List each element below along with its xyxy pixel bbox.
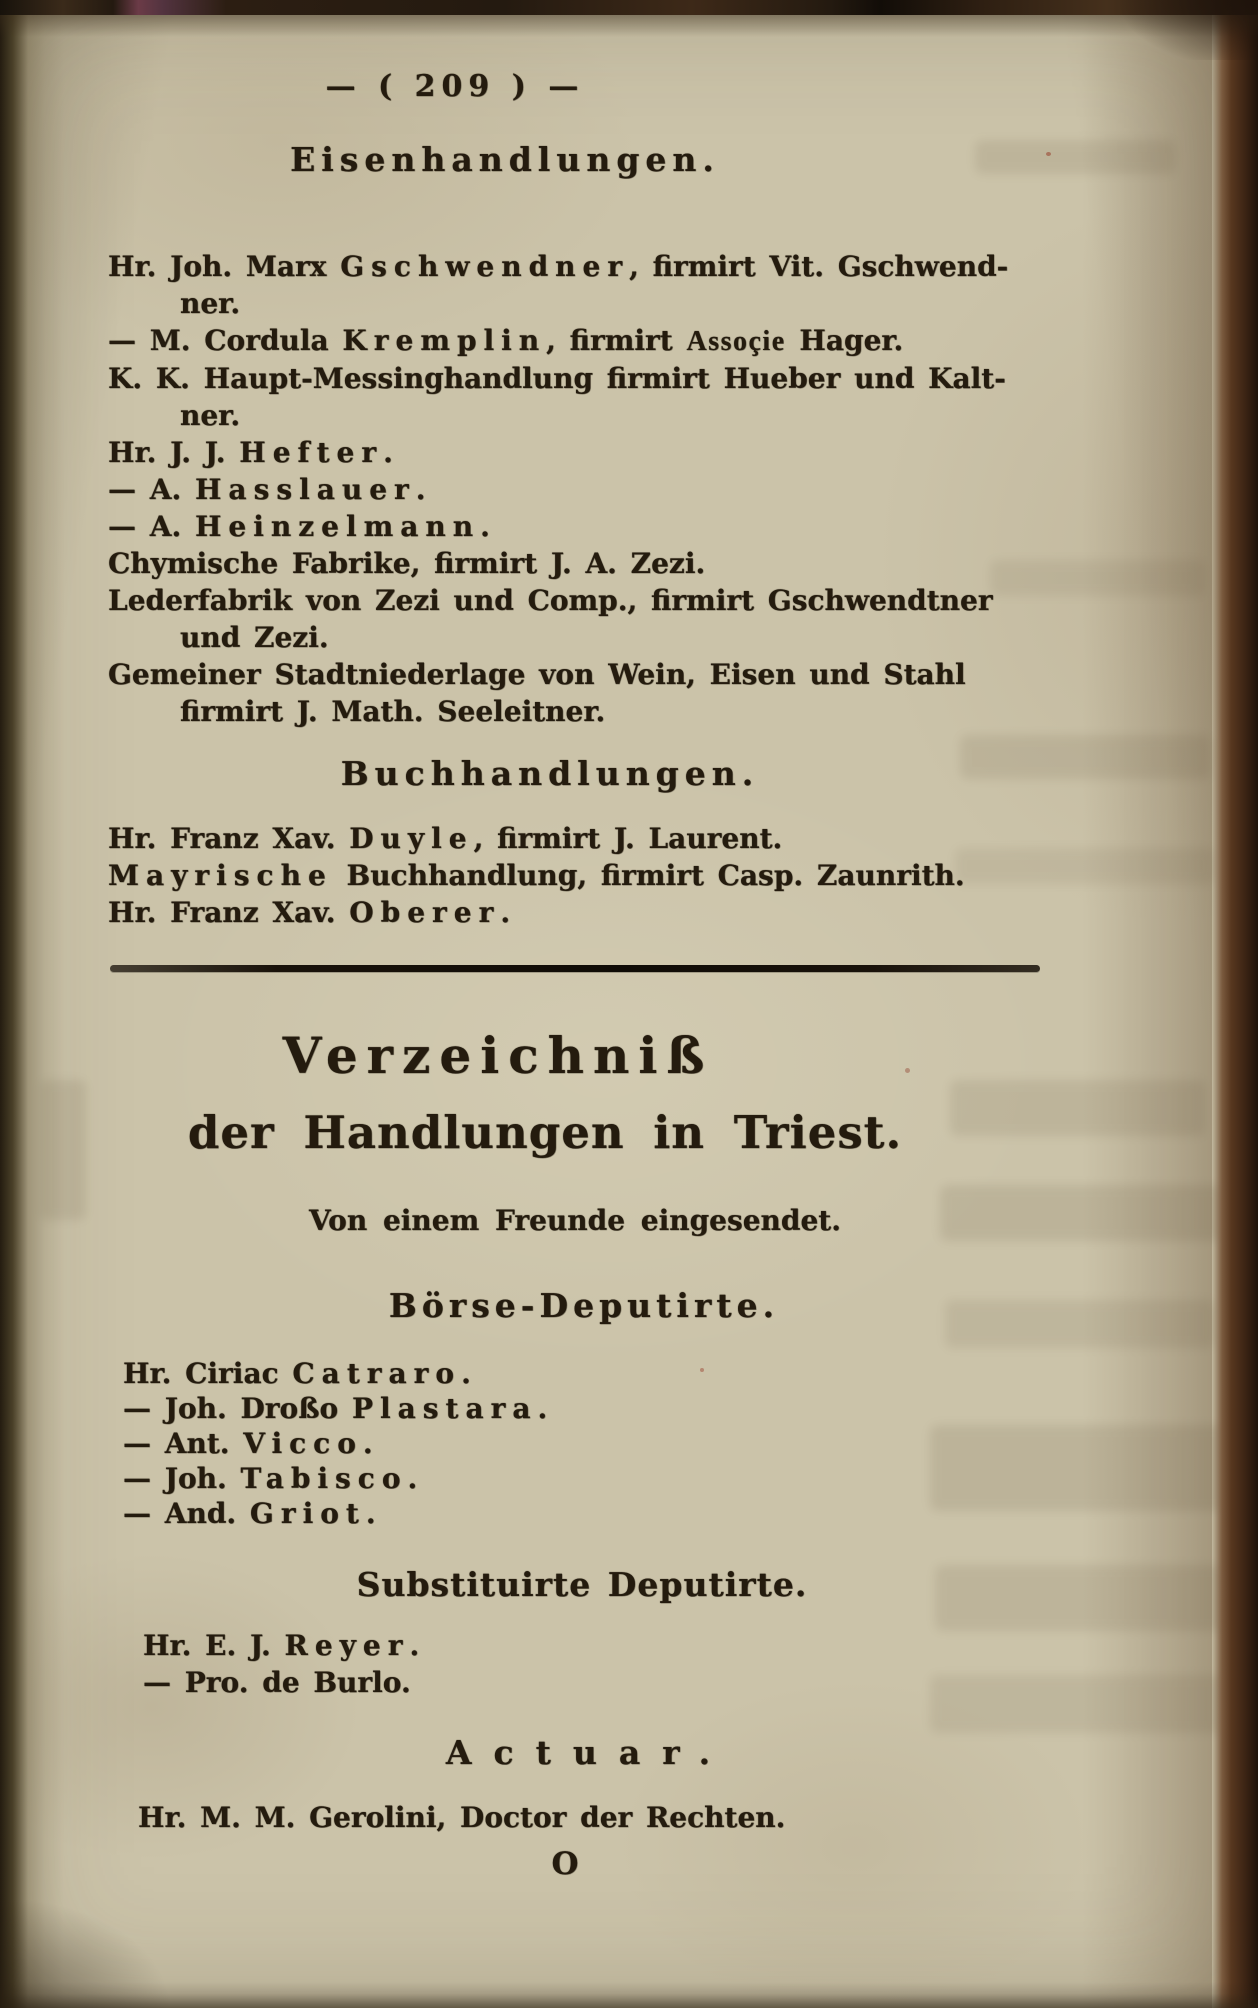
entry-text: Chymische Fabrike, firmirt J. A. Zezi.	[108, 547, 706, 580]
entry-text: — A.	[108, 473, 195, 506]
entry-continuation: ner.	[180, 399, 241, 432]
page-edge-left	[0, 0, 64, 2008]
entry-line	[108, 656, 968, 693]
entry-text: Hr. Franz Xav.	[108, 896, 350, 929]
entry-text: Hr. M. M. Gerolini, Doctor der Rechten.	[138, 1801, 786, 1834]
corner-shadow-top-right	[1108, 0, 1258, 60]
spaced-name: Vicco	[243, 1427, 363, 1460]
entry-text: .	[480, 510, 490, 543]
eisen-heading: Eisenhandlungen.	[290, 140, 720, 179]
spaced-name: Kremplin	[342, 324, 547, 357]
entry-line	[108, 582, 993, 619]
triest-title: Verzeichniß	[282, 1026, 714, 1085]
spaced-name: Catraro	[292, 1357, 462, 1390]
entry-text: Hr. J. J.	[108, 436, 240, 469]
entry-text: K. K. Haupt-Messinghandlung firmirt Hueber und Kalt-	[108, 362, 1006, 395]
spaced-name: Gschwendner	[340, 250, 630, 283]
subst-heading: Substituirte Deputirte.	[356, 1565, 808, 1604]
entry-line	[108, 471, 968, 508]
spaced-name: Plastara	[351, 1392, 538, 1425]
entry-continuation: firmirt J. Math. Seeleitner.	[180, 695, 606, 728]
entry-text: Hr. Franz Xav.	[108, 822, 350, 855]
signature: O	[551, 1846, 579, 1882]
entry-continuation: und Zezi.	[180, 621, 329, 654]
entry-text: — Joh.	[123, 1462, 241, 1495]
entry-text: Hr. E. J.	[143, 1629, 285, 1662]
spaced-name: Oberer	[349, 896, 501, 929]
entry-line	[143, 1627, 968, 1664]
entry-text: .	[383, 436, 393, 469]
entry-line	[108, 322, 968, 360]
entry-line	[123, 1496, 968, 1531]
entry-text: .	[461, 1357, 471, 1390]
entry-text: Buchhandlung, firmirt Casp. Zaunrith.	[332, 859, 965, 892]
entry-text: Gemeiner Stadtniederlage von Wein, Eisen und Stahl	[108, 658, 966, 691]
spaced-name: Mayrische	[108, 859, 333, 892]
show-through-mark	[960, 735, 1210, 779]
paper-speck	[1046, 152, 1051, 156]
boerse-entries	[108, 1356, 968, 1531]
entry-line	[108, 360, 1006, 397]
buch-entries	[108, 820, 968, 931]
entry-text: .	[362, 1427, 373, 1460]
entry-text: — A.	[108, 510, 195, 543]
entry-line	[108, 894, 968, 931]
entry-text: , firmirt J. Laurent.	[473, 822, 783, 855]
entry-text: .	[407, 1462, 418, 1495]
entry-line	[108, 820, 968, 857]
show-through-mark	[950, 1080, 1205, 1136]
entry-continuation: ner.	[180, 287, 241, 320]
entry-text: Lederfabrik von Zezi und Comp., firmirt Gschwendtner	[108, 584, 993, 617]
entry-line	[108, 545, 968, 582]
entry-line	[108, 508, 968, 545]
entry-line	[138, 1799, 968, 1837]
entry-text: — And.	[123, 1497, 250, 1530]
spaced-name: Hasslauer	[194, 473, 416, 506]
show-through-mark	[975, 140, 1175, 174]
buch-heading: Buchhandlungen.	[340, 754, 760, 793]
sections	[108, 138, 1009, 1883]
triest-subtitle: der Handlungen in Triest.	[187, 1106, 903, 1159]
entry-text: .	[365, 1497, 376, 1530]
corner-shadow-bottom-left	[0, 1888, 180, 2008]
spaced-name: Griot	[249, 1497, 366, 1530]
divider	[110, 965, 1040, 972]
show-through-mark	[990, 560, 1205, 596]
eisen-entries	[108, 248, 1009, 730]
show-through-mark	[930, 1425, 1230, 1511]
page-edge-bottom	[0, 1982, 1258, 2008]
spaced-name: Tabisco	[240, 1462, 408, 1495]
entry-text: Hr. Joh. Marx	[108, 250, 341, 283]
boerse-heading: Börse-Deputirte.	[388, 1286, 780, 1325]
entry-text: — M. Cordula	[108, 324, 343, 357]
spaced-name: Reyer	[284, 1629, 410, 1662]
entry-line	[108, 857, 968, 894]
entry-line	[108, 434, 968, 471]
spaced-name: Heinzelmann	[194, 510, 481, 543]
actuar-heading: Actuar.	[445, 1733, 733, 1772]
actuar-entries	[108, 1799, 968, 1837]
entry-text: .	[409, 1629, 420, 1662]
entry-text: , firmirt	[546, 324, 687, 357]
antiqua-word: Assoçie	[686, 326, 786, 357]
entry-line	[123, 1391, 968, 1426]
page-content	[108, 0, 1009, 1883]
entry-text: .	[500, 896, 511, 929]
show-through-mark	[930, 1675, 1230, 1733]
entry-line	[123, 1356, 968, 1391]
entry-text: .	[537, 1392, 548, 1425]
entry-text: Hager.	[785, 324, 904, 357]
entry-line	[123, 1426, 968, 1461]
spaced-name: Hefter	[239, 436, 384, 469]
entry-line	[108, 248, 1009, 285]
entry-text: , firmirt Vit. Gschwend-	[629, 250, 1009, 283]
subst-entries	[108, 1627, 968, 1701]
entry-line	[123, 1461, 968, 1496]
entry-text: — Pro. de Burlo.	[143, 1666, 411, 1699]
spaced-name: Duyle	[349, 822, 474, 855]
show-through-mark	[955, 848, 1215, 884]
show-through-mark	[40, 1080, 86, 1220]
entry-text: Hr. Ciriac	[123, 1357, 293, 1390]
entry-line	[143, 1664, 968, 1701]
entry-text: .	[415, 473, 426, 506]
triest-note: Von einem Freunde eingesendet.	[309, 1204, 841, 1237]
page-number: — ( 209 ) —	[325, 69, 585, 104]
entry-text: — Ant.	[123, 1427, 244, 1460]
entry-text: — Joh. Droßo	[123, 1392, 352, 1425]
